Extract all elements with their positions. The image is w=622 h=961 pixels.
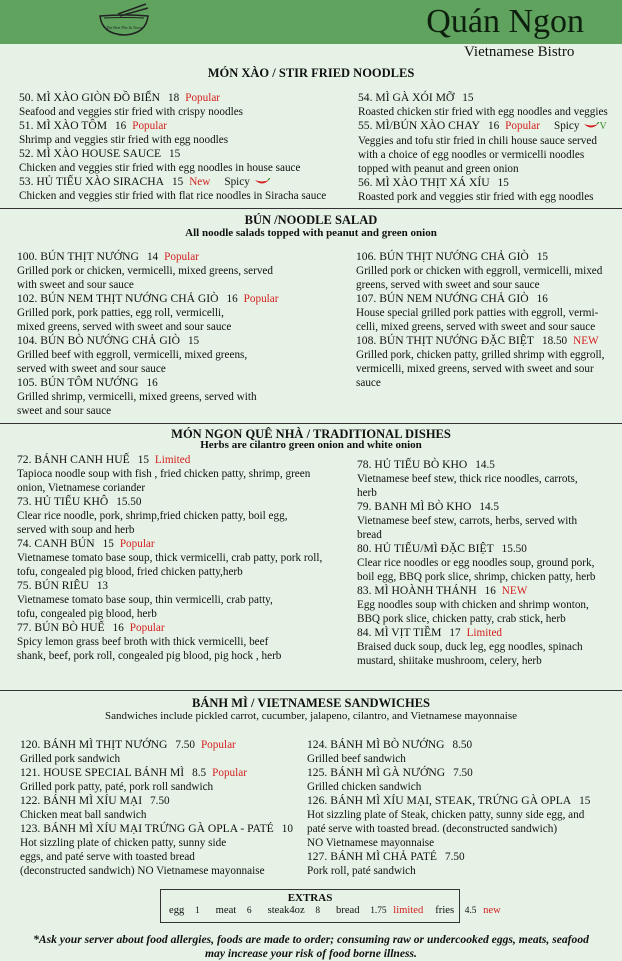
menu-item: [358, 176, 620, 204]
item-price: 15: [462, 92, 474, 104]
item-name: 126. BÁNH MÌ XÍU MẠI, STEAK, TRỨNG GÀ OPLA: [307, 794, 572, 807]
item-tag-badge: Popular: [505, 120, 540, 132]
extra-name: egg: [169, 905, 185, 916]
item-price: 15.50: [116, 496, 142, 508]
item-name: 107. BÚN NEM NƯỚNG CHẢ GIÒ: [356, 292, 529, 305]
disclaimer-line: *Ask your server about food allergies, foods are made to order; consuming raw or undercooked eggs, meats, seafood: [33, 933, 589, 946]
menu-item-title: [356, 250, 620, 264]
divider: [0, 690, 622, 691]
allergy-disclaimer: [10, 933, 612, 961]
item-tag-badge: Popular: [119, 538, 155, 550]
menu-item-title: [17, 334, 337, 348]
menu-item-title: [19, 91, 349, 105]
item-name: 124. BÁNH MÌ BÒ NƯỚNG: [307, 738, 445, 751]
menu-item: [307, 766, 619, 794]
item-description: Roasted pork and veggies stir fried with egg noodles: [358, 191, 594, 203]
menu-item-title: [307, 794, 619, 808]
menu-item: [17, 579, 355, 621]
item-description: sauce: [356, 377, 381, 389]
item-tag-badge: Popular: [164, 251, 199, 263]
menu-item-title: [17, 292, 337, 306]
menu-item: [358, 119, 620, 176]
menu-item: [17, 376, 337, 418]
item-description: Chicken and veggies stir fried with egg noodles in house sauce: [19, 162, 301, 174]
item-description: Grilled pork patty, paté, pork roll sandwich: [20, 781, 214, 793]
item-price: 15: [169, 148, 181, 160]
item-price: 16: [115, 120, 127, 132]
extra-tag: limited: [393, 905, 424, 916]
menu-item-title: [357, 500, 620, 514]
menu-item: [19, 119, 349, 147]
menu-item: [356, 292, 620, 334]
item-description: Grilled pork sandwich: [20, 753, 121, 765]
stir-right-col: [358, 91, 620, 204]
item-price: 15: [579, 795, 591, 807]
item-description: Grilled beef sandwich: [307, 753, 406, 765]
item-price: 14.5: [475, 459, 495, 471]
item-description: Grilled pork, pork patties, egg roll, vermicelli,: [17, 307, 224, 319]
item-description: Vietnamese tomato base soup, thick vermicelli, crab patty, pork roll,: [17, 552, 323, 564]
extra-price: 1: [194, 906, 200, 916]
item-description: Hot sizzling plate of Steak, chicken patty, sunny side egg, and: [307, 809, 585, 821]
item-price: 16: [536, 293, 548, 305]
extra-item: [165, 905, 204, 916]
section-title-bun: BÚN /NOODLE SALAD: [244, 213, 378, 227]
item-price: 16: [112, 622, 124, 634]
menu-item: [17, 621, 355, 663]
menu-item: [20, 794, 310, 822]
extra-item: [212, 905, 256, 916]
item-description: Shrimp and veggies stir fried with egg noodles: [19, 134, 229, 146]
item-price: 8.50: [452, 739, 473, 751]
item-tag-badge: Popular: [185, 92, 221, 104]
item-description: Chicken meat ball sandwich: [20, 809, 147, 821]
item-description: served with soup and herb: [17, 524, 135, 536]
section-note-banhmi: Sandwiches include pickled carrot, cucumber, jalapeno, cilantro, and Vietnamese mayonnaise: [105, 710, 517, 722]
logo-text: The Best Pho In Town: [106, 25, 142, 30]
item-price: 8.5: [192, 767, 207, 779]
item-name: 52. MÌ XÀO HOUSE SAUCE: [19, 147, 162, 160]
extra-price: 6: [246, 906, 252, 916]
menu-item-title: [358, 91, 620, 105]
section-title-banhmi: BÁNH MÌ / VIETNAMESE SANDWICHES: [191, 696, 430, 710]
item-name: 122. BÁNH MÌ XÍU MẠI: [20, 794, 143, 807]
item-name: 104. BÚN BÒ NƯỚNG CHẢ GIÒ: [17, 334, 180, 347]
extra-item: [264, 905, 324, 916]
item-name: 83. MÌ HOÀNH THÁNH: [357, 584, 477, 597]
item-name: 84. MÌ VỊT TIỀM: [357, 626, 442, 639]
vegetarian-icon: V: [599, 121, 607, 132]
menu-item-title: [17, 579, 355, 593]
menu-item-title: [358, 119, 620, 134]
menu-item: [20, 738, 310, 766]
menu-item-title: [17, 453, 355, 467]
item-description: topped with peanut and green onion: [358, 163, 519, 175]
item-description: Spicy lemon grass beef broth with thick vermicelli, beef: [17, 636, 269, 648]
item-price: 13: [96, 580, 109, 592]
menu-item-title: [357, 542, 620, 556]
menu-item: [20, 766, 310, 794]
menu-item-title: [17, 621, 355, 635]
item-price: 15: [497, 177, 509, 189]
item-tag-badge: Popular: [200, 739, 236, 751]
item-description: Roasted chicken stir fried with egg noodles and veggies: [358, 106, 608, 118]
menu-item-title: [20, 738, 310, 752]
item-name: 56. MÌ XÀO THỊT XÁ XÍU: [358, 176, 490, 189]
trad-left-col: [17, 453, 355, 663]
extras-box: [160, 889, 501, 923]
extra-price: 1.75: [370, 906, 387, 916]
item-description: (deconstructed sandwich) NO Vietnamese mayonnaise: [20, 865, 265, 877]
item-price: 17: [449, 627, 461, 639]
pho-bowl-logo-icon: [84, 2, 164, 42]
item-price: 7.50: [445, 851, 465, 863]
item-description: boil egg, BBQ pork slice, shrimp, chicken patty, herb: [357, 571, 596, 583]
item-description: BBQ pork slice, chicken patty, crab stick, herb: [357, 613, 566, 625]
menu-item-title: [20, 794, 310, 808]
item-tag-badge: Popular: [132, 120, 168, 132]
extra-item: [332, 905, 423, 916]
menu-item: [17, 292, 337, 334]
menu-item-title: [17, 495, 355, 509]
menu-item-title: [357, 584, 620, 598]
item-tag-badge: Popular: [212, 767, 247, 779]
menu-item: [357, 500, 620, 542]
spicy-label: Spicy: [553, 120, 580, 132]
item-price: 14: [146, 251, 159, 263]
extras-row: [161, 905, 501, 916]
item-description: Vietnamese tomato base soup, thin vermicelli, crab patty,: [17, 594, 273, 606]
menu-item-title: [307, 738, 619, 752]
menu-item-title: [307, 850, 619, 864]
extras-title: EXTRAS: [287, 892, 333, 904]
item-description: Clear rice noodles or egg noodles soup, ground pork,: [357, 557, 595, 569]
item-description: vermicelli, mixed greens, served with sweet and sour: [356, 363, 594, 375]
section-note-trad: Herbs are cilantro green onion and white onion: [200, 439, 422, 451]
menu-item: [357, 584, 620, 626]
item-description: onion, Vietnamese coriander: [17, 482, 146, 494]
item-price: 7.50: [175, 739, 195, 751]
item-name: 121. HOUSE SPECIAL BÁNH MÌ: [20, 766, 185, 779]
item-description: shank, beef, pork roll, congealed pig blood, pig hock , herb: [17, 650, 282, 662]
item-description: served with sweet and sour sauce: [17, 363, 166, 375]
item-description: Egg noodles soup with chicken and shrimp wonton,: [357, 599, 589, 611]
menu-item: [307, 738, 619, 766]
menu-item-title: [307, 766, 619, 780]
item-tag-badge: Limited: [466, 627, 502, 639]
bun-right-col: [356, 250, 620, 390]
menu-item-title: [19, 175, 349, 189]
menu-item: [17, 250, 337, 292]
extra-tag: new: [483, 905, 501, 916]
item-description: Hot sizzling plate of chicken patty, sunny side: [20, 837, 227, 849]
menu-item: [307, 794, 619, 850]
extra-item: [431, 905, 501, 916]
item-description: tofu, congealed pig blood, herb: [17, 608, 157, 620]
menu-item: [357, 542, 620, 584]
item-description: Grilled pork, chicken patty, grilled shrimp with eggroll,: [356, 349, 605, 361]
item-price: 15: [172, 176, 184, 188]
item-name: 51. MÌ XÀO TÔM: [19, 119, 108, 132]
item-description: mixed greens, served with sweet and sour sauce: [17, 321, 232, 333]
item-price: 15: [536, 251, 548, 263]
item-description: Grilled beef with eggroll, vermicelli, mixed greens,: [17, 349, 248, 361]
menu-item: [356, 334, 620, 390]
item-tag-badge: Popular: [129, 622, 165, 634]
menu-item-title: [358, 176, 620, 190]
item-description: Braised duck soup, duck leg, egg noodles, spinach: [357, 641, 583, 653]
item-description: Vietnamese beef stew, thick rice noodles, carrots,: [357, 473, 578, 485]
spicy-label: Spicy: [224, 176, 250, 188]
item-name: 100. BÚN THỊT NƯỚNG: [17, 250, 139, 263]
item-price: 14.5: [479, 501, 499, 513]
section-note-bun: All noodle salads topped with peanut and green onion: [185, 227, 437, 239]
item-name: 73. HỦ TIẾU KHÔ: [17, 495, 109, 508]
banhmi-right-col: [307, 738, 619, 878]
item-price: 15: [102, 538, 114, 550]
item-description: greens, served with sweet and sour sauce: [356, 279, 540, 291]
item-description: Grilled shrimp, vermicelli, mixed greens, served with: [17, 391, 257, 403]
section-title-trad: MÓN NGON QUÊ NHÀ / TRADITIONAL DISHES: [171, 427, 451, 441]
item-description: Chicken and veggies stir fried with flat rice noodles in Siracha sauce: [19, 190, 327, 202]
item-name: 125. BÁNH MÌ GÀ NƯỚNG: [307, 766, 446, 779]
menu-item-title: [357, 626, 620, 640]
divider: [0, 208, 622, 209]
item-tag-badge: Limited: [154, 454, 191, 466]
item-description: paté serve with toasted bread. (deconstructed sandwich): [307, 823, 558, 835]
item-name: 80. HỦ TIẾU/MÌ ĐẶC BIỆT: [357, 542, 494, 555]
item-description: mustard, shiitake mushroom, celery, herb: [357, 655, 542, 667]
item-price: 18.50: [541, 335, 568, 347]
item-name: 120. BÁNH MÌ THỊT NƯỚNG: [20, 738, 168, 751]
item-price: 15: [187, 335, 200, 347]
item-description: sweet and sour sauce: [17, 405, 112, 417]
item-price: 15.50: [501, 543, 527, 555]
header-bar: [0, 0, 622, 44]
item-name: 127. BÁNH MÌ CHẢ PATÉ: [307, 850, 438, 863]
item-name: 77. BÚN BÒ HUẾ: [17, 621, 105, 634]
item-name: 123. BÁNH MÌ XÍU MẠI TRỨNG GÀ OPLA - PATÉ: [20, 822, 274, 835]
item-name: 102. BÚN NEM THỊT NƯỚNG CHẢ GIÒ: [17, 292, 219, 305]
menu-item-title: [19, 147, 349, 161]
item-description: Pork roll, paté sandwich: [307, 865, 416, 877]
item-name: 54. MÌ GÀ XÓI MỠ: [358, 91, 455, 104]
menu-item: [357, 458, 620, 500]
item-price: 16: [484, 585, 496, 597]
item-tag-badge: NEW: [501, 585, 528, 597]
stir-left-col: [19, 91, 349, 203]
menu-item: [358, 91, 620, 119]
menu-item: [17, 495, 355, 537]
menu-item-title: [356, 334, 620, 348]
item-description: herb: [357, 487, 377, 499]
menu-item: [17, 537, 355, 579]
item-name: 79. BANH MÌ BÒ KHO: [357, 500, 472, 513]
menu-item-title: [20, 766, 310, 780]
extra-name: meat: [215, 905, 237, 916]
item-price: 10: [281, 823, 293, 835]
menu-item: [17, 334, 337, 376]
item-name: 53. HỦ TIẾU XÀO SIRACHA: [19, 175, 165, 188]
extra-name: bread: [336, 905, 360, 916]
menu-item: [17, 453, 355, 495]
extra-name: steak4oz: [267, 905, 305, 916]
item-description: Grilled pork or chicken with eggroll, vermicelli, mixed: [356, 265, 603, 277]
item-description: with sweet and sour sauce: [17, 279, 134, 291]
chili-pepper-icon: [583, 122, 599, 130]
item-price: 18: [168, 92, 180, 104]
item-description: Veggies and tofu stir fried in chili house sauce served: [358, 135, 597, 147]
item-description: Tapioca noodle soup with fish , fried chicken patty, shrimp, green: [17, 468, 311, 480]
section-title-stir: MÓN XÀO / STIR FRIED NOODLES: [207, 66, 415, 80]
item-price: 16: [226, 293, 238, 305]
divider: [0, 423, 622, 424]
brand-subtitle: Vietnamese Bistro: [464, 44, 575, 60]
item-tag-badge: NEW: [573, 335, 599, 347]
item-name: 50. MÌ XÀO GIÒN ĐỒ BIỂN: [19, 91, 161, 104]
menu-item-title: [357, 458, 620, 472]
item-tag-badge: New: [189, 176, 211, 188]
item-description: celli, mixed greens, served with sweet and sour sauce: [356, 321, 596, 333]
menu-item-title: [17, 537, 355, 551]
item-description: Vietnamese beef stew, carrots, herbs, served with: [357, 515, 578, 527]
item-name: 75. BÚN RIÊU: [17, 579, 89, 592]
item-price: 16: [487, 120, 500, 132]
menu-item: [19, 91, 349, 119]
item-price: 15: [137, 454, 149, 466]
menu-item: [357, 626, 620, 668]
item-name: 78. HỦ TIẾU BÒ KHO: [357, 458, 468, 471]
menu-item-title: [17, 376, 337, 390]
item-price: 16: [146, 377, 158, 389]
menu-item-title: [20, 822, 310, 836]
menu-item: [356, 250, 620, 292]
brand-title: Quán Ngon: [426, 3, 584, 40]
menu-item-title: [17, 250, 337, 264]
disclaimer-line: may increase your risk of food borne illness.: [205, 947, 417, 960]
bun-left-col: [17, 250, 337, 418]
chili-pepper-icon: [254, 178, 270, 186]
extra-name: fries: [435, 905, 455, 916]
item-description: Clear rice noodle, pork, shrimp,fried chicken patty, boil egg,: [17, 510, 288, 522]
menu-item-title: [19, 119, 349, 133]
item-description: with a choice of egg noodles or vermicelli noodles: [358, 149, 585, 161]
item-price: 7.50: [453, 767, 473, 779]
menu-item: [19, 147, 349, 175]
trad-right-col: [357, 458, 620, 668]
item-description: House special grilled pork patties with eggroll, vermi-: [356, 307, 599, 319]
item-description: Grilled chicken sandwich: [307, 781, 422, 793]
menu-item-title: [356, 292, 620, 306]
item-price: 7.50: [150, 795, 170, 807]
menu-item: [307, 850, 619, 878]
item-tag-badge: Popular: [243, 293, 279, 305]
extra-price: 8: [315, 906, 320, 916]
menu-item: [19, 175, 349, 203]
banhmi-left-col: [20, 738, 310, 878]
item-name: 74. CANH BÚN: [17, 537, 95, 550]
item-name: 72. BÁNH CANH HUẾ: [17, 453, 130, 466]
item-description: bread: [357, 529, 382, 541]
extra-price: 4.5: [464, 906, 477, 916]
item-description: tofu, congealed pig blood, fried chicken patty,herb: [17, 566, 243, 578]
item-description: Grilled pork or chicken, vermicelli, mixed greens, served: [17, 265, 273, 277]
item-description: Seafood and veggies stir fried with crispy noodles: [19, 106, 244, 118]
item-name: 105. BÚN TÔM NƯỚNG: [17, 376, 139, 389]
item-description: NO Vietnamese mayonnaise: [307, 837, 435, 849]
item-name: 108. BÚN THỊT NƯỚNG ĐẶC BIỆT: [356, 334, 534, 347]
menu-item: [20, 822, 310, 878]
item-description: eggs, and paté serve with toasted bread: [20, 851, 195, 863]
item-name: 106. BÚN THỊT NƯỚNG CHẢ GIÒ: [356, 250, 529, 263]
item-name: 55. MÌ/BÚN XÀO CHAY: [358, 119, 480, 132]
